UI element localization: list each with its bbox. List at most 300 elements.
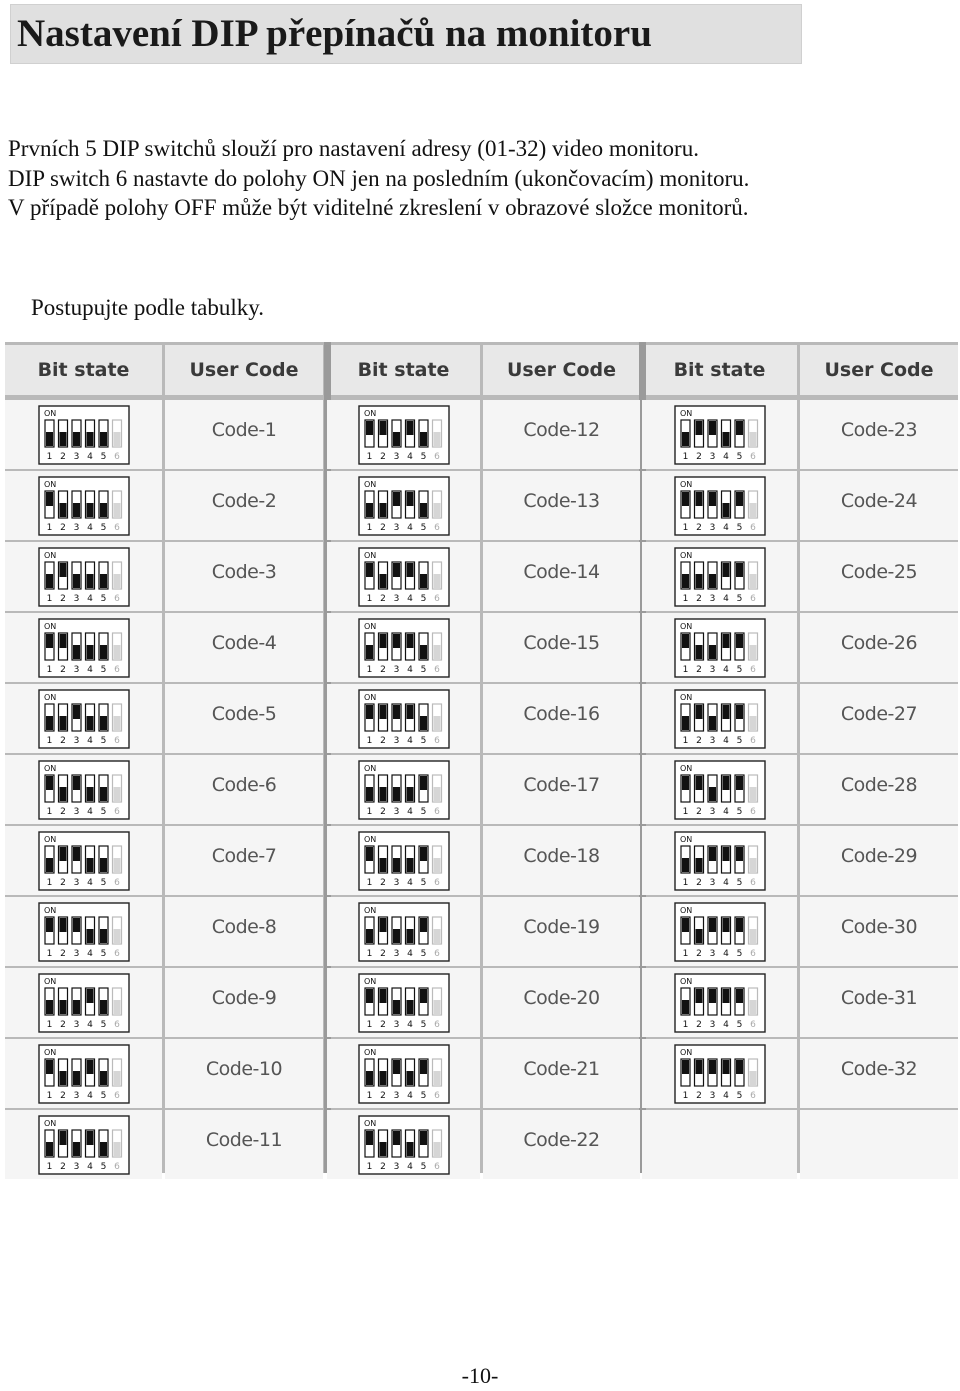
dip-on-label: ON (43, 692, 56, 702)
dip-on-label: ON (363, 763, 376, 773)
dip-number: 2 (379, 1161, 386, 1172)
dip-lever (406, 787, 413, 801)
dip-lever (366, 1131, 373, 1145)
dip-number: 1 (46, 735, 52, 746)
bit-state-cell (5, 542, 162, 611)
user-code-label: Code-29 (840, 844, 918, 867)
header-user-code: User Code (800, 345, 958, 395)
dip-number: 5 (736, 877, 742, 888)
dip-on-label: ON (43, 905, 56, 915)
dip-number: 3 (73, 522, 79, 533)
dip-number: 3 (709, 451, 715, 462)
dip-lever (59, 432, 66, 446)
dip-number: 1 (682, 806, 688, 817)
dip-number: 3 (393, 1090, 399, 1101)
dip-lever (86, 989, 93, 1003)
dip-number: 2 (695, 1019, 702, 1030)
dip-lever (59, 1000, 66, 1014)
header-user-code: User Code (165, 345, 323, 395)
bit-state-cell (642, 542, 797, 611)
dip-number: 4 (406, 1019, 413, 1030)
dip-number: 4 (86, 664, 93, 675)
user-code-cell (800, 968, 958, 1037)
dip-lever (379, 574, 386, 588)
user-code-label: Code-20 (523, 986, 600, 1009)
dip-number: 6 (433, 1090, 440, 1101)
user-code-cell (483, 755, 640, 824)
intro-text (8, 134, 749, 223)
dip-lever (46, 716, 53, 730)
dip-number: 4 (406, 664, 413, 675)
dip-lever (100, 929, 107, 943)
dip-lever (682, 432, 689, 446)
user-code-label: Code-22 (523, 1128, 600, 1151)
dip-lever (709, 1060, 716, 1074)
dip-lever (695, 574, 702, 588)
dip-switch-icon (38, 902, 130, 962)
dip-on-label: ON (43, 976, 56, 986)
bit-state-cell (327, 542, 480, 611)
dip-lever (113, 716, 120, 730)
dip-number: 3 (73, 1161, 79, 1172)
dip-switch-icon (674, 1044, 766, 1104)
dip-lever (682, 716, 689, 730)
dip-number: 1 (46, 877, 52, 888)
dip-lever (366, 563, 373, 577)
dip-lever (46, 776, 53, 790)
dip-switch-icon (38, 831, 130, 891)
dip-number: 2 (59, 522, 66, 533)
dip-lever (59, 634, 66, 648)
dip-number: 1 (46, 806, 52, 817)
dip-number: 2 (695, 948, 702, 959)
user-code-cell (483, 1110, 640, 1179)
dip-switch-icon (38, 689, 130, 749)
dip-lever (366, 847, 373, 861)
dip-number: 3 (709, 1090, 715, 1101)
dip-number: 3 (393, 593, 399, 604)
dip-lever (46, 858, 53, 872)
dip-lever (406, 634, 413, 648)
dip-lever (379, 858, 386, 872)
dip-number: 4 (86, 877, 93, 888)
dip-lever (59, 847, 66, 861)
dip-number: 5 (420, 593, 426, 604)
bit-state-cell (642, 1039, 797, 1108)
dip-number: 6 (749, 593, 756, 604)
user-code-label: Code-13 (523, 489, 600, 512)
dip-lever (366, 421, 373, 435)
dip-lever (695, 645, 702, 659)
dip-number: 1 (46, 593, 52, 604)
dip-lever (736, 776, 743, 790)
dip-switch-icon (38, 1044, 130, 1104)
dip-number: 3 (73, 664, 79, 675)
dip-lever (406, 705, 413, 719)
dip-number: 4 (722, 735, 729, 746)
dip-lever (393, 634, 400, 648)
bit-state-cell (642, 471, 797, 540)
dip-number: 4 (406, 877, 413, 888)
bit-state-cell (5, 471, 162, 540)
dip-lever (433, 574, 440, 588)
dip-number: 1 (366, 664, 372, 675)
user-code-label: Code-18 (523, 844, 600, 867)
dip-lever (420, 776, 427, 790)
table-hint: Postupujte podle tabulky. (31, 295, 264, 320)
dip-on-label: ON (363, 1047, 376, 1057)
header-bit-state: Bit state (642, 345, 797, 395)
dip-number: 4 (86, 522, 93, 533)
dip-lever (695, 929, 702, 943)
dip-lever (73, 645, 80, 659)
page-number: -10- (461, 1363, 499, 1388)
dip-number: 3 (73, 1090, 79, 1101)
dip-lever (682, 492, 689, 506)
bit-state-cell (642, 897, 797, 966)
dip-number: 2 (59, 1019, 66, 1030)
dip-lever (749, 1000, 756, 1014)
dip-number: 1 (366, 1161, 372, 1172)
dip-number: 2 (59, 948, 66, 959)
dip-lever (722, 503, 729, 517)
dip-lever (100, 787, 107, 801)
dip-lever (709, 645, 716, 659)
dip-number: 2 (379, 664, 386, 675)
user-code-label: Code-11 (205, 1128, 283, 1151)
dip-number: 1 (682, 1090, 688, 1101)
dip-number: 5 (736, 522, 742, 533)
dip-number: 2 (695, 593, 702, 604)
dip-lever (695, 421, 702, 435)
dip-number: 5 (100, 1090, 106, 1101)
dip-number: 6 (113, 1161, 120, 1172)
dip-number: 4 (722, 451, 729, 462)
dip-number: 3 (73, 806, 79, 817)
dip-number: 2 (695, 806, 702, 817)
user-code-label: Code-4 (211, 631, 277, 654)
dip-number: 1 (366, 1019, 372, 1030)
dip-number: 3 (709, 877, 715, 888)
dip-lever (100, 645, 107, 659)
dip-lever (366, 787, 373, 801)
dip-lever (406, 563, 413, 577)
dip-lever (736, 1060, 743, 1074)
bit-state-cell (327, 1039, 480, 1108)
user-code-cell (800, 613, 958, 682)
dip-lever (46, 492, 53, 506)
dip-on-label: ON (679, 976, 692, 986)
dip-number: 6 (113, 806, 120, 817)
dip-number: 6 (433, 593, 440, 604)
dip-lever (113, 432, 120, 446)
dip-lever (736, 705, 743, 719)
dip-number: 6 (749, 735, 756, 746)
bit-state-cell (327, 826, 480, 895)
dip-number: 6 (433, 948, 440, 959)
dip-number: 6 (433, 664, 440, 675)
user-code-label: Code-15 (523, 631, 600, 654)
dip-number: 1 (366, 806, 372, 817)
user-code-cell (483, 826, 640, 895)
bit-state-cell (642, 684, 797, 753)
dip-lever (722, 918, 729, 932)
dip-number: 2 (379, 1019, 386, 1030)
dip-on-label: ON (363, 905, 376, 915)
dip-number: 4 (406, 735, 413, 746)
dip-on-label: ON (43, 1047, 56, 1057)
table-header-row (5, 342, 958, 397)
dip-lever (736, 989, 743, 1003)
bit-state-cell (5, 400, 162, 469)
dip-lever (393, 705, 400, 719)
bit-state-cell (327, 613, 480, 682)
dip-lever (433, 1000, 440, 1014)
dip-lever (420, 574, 427, 588)
dip-number: 3 (709, 1019, 715, 1030)
dip-lever (113, 929, 120, 943)
dip-lever (59, 1131, 66, 1145)
dip-on-label: ON (43, 763, 56, 773)
dip-on-label: ON (363, 550, 376, 560)
dip-lever (420, 918, 427, 932)
dip-number: 3 (393, 806, 399, 817)
bit-state-cell (5, 755, 162, 824)
user-code-label: Code-14 (523, 560, 600, 583)
dip-number: 1 (46, 948, 52, 959)
dip-lever (366, 989, 373, 1003)
bit-state-cell (5, 613, 162, 682)
dip-lever (113, 645, 120, 659)
user-code-label: Code-31 (840, 986, 918, 1009)
dip-on-label: ON (679, 550, 692, 560)
dip-lever (379, 1142, 386, 1156)
dip-lever (59, 716, 66, 730)
dip-number: 2 (695, 451, 702, 462)
dip-number: 2 (59, 735, 66, 746)
dip-lever (100, 716, 107, 730)
dip-number: 4 (86, 1090, 93, 1101)
dip-number: 3 (709, 593, 715, 604)
bit-state-cell (327, 471, 480, 540)
dip-number: 3 (393, 877, 399, 888)
dip-lever (113, 858, 120, 872)
dip-number: 2 (59, 806, 66, 817)
dip-number: 3 (73, 593, 79, 604)
dip-lever (86, 503, 93, 517)
dip-number: 6 (749, 522, 756, 533)
dip-lever (736, 918, 743, 932)
dip-number: 3 (393, 522, 399, 533)
user-code-cell (483, 1039, 640, 1108)
dip-number: 4 (722, 877, 729, 888)
dip-lever (722, 776, 729, 790)
dip-number: 6 (113, 451, 120, 462)
dip-switch-icon (38, 547, 130, 607)
dip-lever (379, 421, 386, 435)
dip-lever (73, 847, 80, 861)
dip-number: 5 (100, 806, 106, 817)
dip-number: 6 (113, 1090, 120, 1101)
dip-lever (73, 705, 80, 719)
dip-lever (722, 563, 729, 577)
dip-number: 1 (366, 948, 372, 959)
dip-lever (420, 432, 427, 446)
dip-number: 5 (420, 877, 426, 888)
dip-switch-icon (674, 618, 766, 678)
dip-lever (393, 787, 400, 801)
user-code-label: Code-26 (840, 631, 918, 654)
dip-lever (393, 858, 400, 872)
dip-number: 3 (73, 451, 79, 462)
dip-switch-icon (38, 618, 130, 678)
dip-lever (366, 1071, 373, 1085)
dip-lever (420, 503, 427, 517)
dip-lever (366, 929, 373, 943)
dip-lever (722, 634, 729, 648)
dip-lever (709, 847, 716, 861)
user-code-cell (483, 897, 640, 966)
dip-switch-icon (38, 1115, 130, 1175)
intro-line-2: DIP switch 6 nastavte do polohy ON jen na posledním (ukončovacím) monitoru. (8, 165, 750, 191)
dip-number: 4 (406, 522, 413, 533)
dip-number: 5 (420, 664, 426, 675)
dip-switch-icon (674, 760, 766, 820)
dip-lever (709, 787, 716, 801)
bit-state-cell (642, 613, 797, 682)
dip-number: 4 (722, 948, 729, 959)
bit-state-cell (327, 968, 480, 1037)
dip-number: 6 (113, 1019, 120, 1030)
title-box (10, 4, 802, 64)
dip-lever (100, 503, 107, 517)
dip-number: 5 (100, 735, 106, 746)
dip-number: 1 (682, 593, 688, 604)
dip-number: 2 (379, 877, 386, 888)
user-code-label: Code-16 (523, 702, 600, 725)
user-code-label: Code-8 (211, 915, 277, 938)
dip-lever (86, 929, 93, 943)
dip-number: 3 (393, 948, 399, 959)
dip-lever (379, 1071, 386, 1085)
dip-number: 4 (86, 735, 93, 746)
dip-number: 5 (420, 451, 426, 462)
dip-number: 4 (406, 806, 413, 817)
dip-lever (59, 918, 66, 932)
intro-line-3: V případě polohy OFF může být viditelné zkreslení v obrazové složce monitorů. (8, 195, 749, 220)
user-code-cell (165, 400, 323, 469)
dip-number: 4 (86, 1019, 93, 1030)
dip-lever (433, 858, 440, 872)
bit-state-cell (5, 1110, 162, 1179)
dip-number: 5 (420, 948, 426, 959)
dip-number: 2 (59, 664, 66, 675)
dip-lever (113, 1142, 120, 1156)
dip-lever (709, 716, 716, 730)
dip-number: 3 (393, 1161, 399, 1172)
dip-number: 4 (722, 1090, 729, 1101)
dip-number: 6 (749, 806, 756, 817)
dip-number: 5 (100, 522, 106, 533)
dip-number: 6 (113, 735, 120, 746)
dip-lever (420, 645, 427, 659)
bit-state-cell (327, 897, 480, 966)
dip-lever (749, 503, 756, 517)
dip-number: 3 (393, 735, 399, 746)
user-code-cell (800, 755, 958, 824)
dip-number: 2 (695, 522, 702, 533)
dip-lever (695, 858, 702, 872)
dip-lever (113, 787, 120, 801)
dip-switch-icon (358, 760, 450, 820)
dip-lever (46, 1000, 53, 1014)
dip-number: 6 (749, 664, 756, 675)
user-code-label: Code-28 (840, 773, 918, 796)
dip-number: 2 (379, 948, 386, 959)
dip-number: 1 (366, 522, 372, 533)
dip-lever (722, 705, 729, 719)
dip-switch-icon (358, 689, 450, 749)
dip-number: 4 (406, 593, 413, 604)
dip-lever (100, 1142, 107, 1156)
user-code-cell (165, 897, 323, 966)
bit-state-cell (642, 1110, 797, 1179)
dip-number: 6 (749, 451, 756, 462)
user-code-cell (800, 826, 958, 895)
user-code-label: Code-1 (211, 418, 277, 441)
dip-switch-icon (674, 973, 766, 1033)
dip-number: 5 (100, 948, 106, 959)
dip-number: 2 (695, 877, 702, 888)
dip-lever (86, 645, 93, 659)
dip-number: 4 (86, 948, 93, 959)
dip-number: 4 (722, 806, 729, 817)
user-code-cell (165, 1110, 323, 1179)
dip-lever (749, 929, 756, 943)
dip-number: 1 (46, 451, 52, 462)
dip-number: 5 (100, 877, 106, 888)
dip-number: 3 (393, 451, 399, 462)
dip-number: 1 (46, 1161, 52, 1172)
dip-lever (73, 918, 80, 932)
user-code-label: Code-3 (211, 560, 277, 583)
dip-on-label: ON (363, 976, 376, 986)
dip-number: 4 (722, 1019, 729, 1030)
dip-number: 6 (749, 877, 756, 888)
dip-number: 3 (709, 735, 715, 746)
dip-number: 4 (722, 593, 729, 604)
user-code-label: Code-7 (211, 844, 277, 867)
dip-number: 2 (695, 1090, 702, 1101)
dip-lever (113, 1071, 120, 1085)
dip-lever (46, 1142, 53, 1156)
dip-lever (59, 1071, 66, 1085)
dip-lever (59, 787, 66, 801)
dip-lever (736, 634, 743, 648)
dip-lever (73, 503, 80, 517)
user-code-label: Code-27 (840, 702, 918, 725)
dip-number: 4 (722, 664, 729, 675)
dip-lever (406, 858, 413, 872)
dip-number: 1 (366, 735, 372, 746)
dip-switch-icon (674, 831, 766, 891)
dip-lever (379, 634, 386, 648)
dip-on-label: ON (363, 834, 376, 844)
dip-number: 4 (406, 1090, 413, 1101)
dip-number: 2 (379, 806, 386, 817)
dip-number: 2 (695, 664, 702, 675)
dip-number: 3 (393, 1019, 399, 1030)
